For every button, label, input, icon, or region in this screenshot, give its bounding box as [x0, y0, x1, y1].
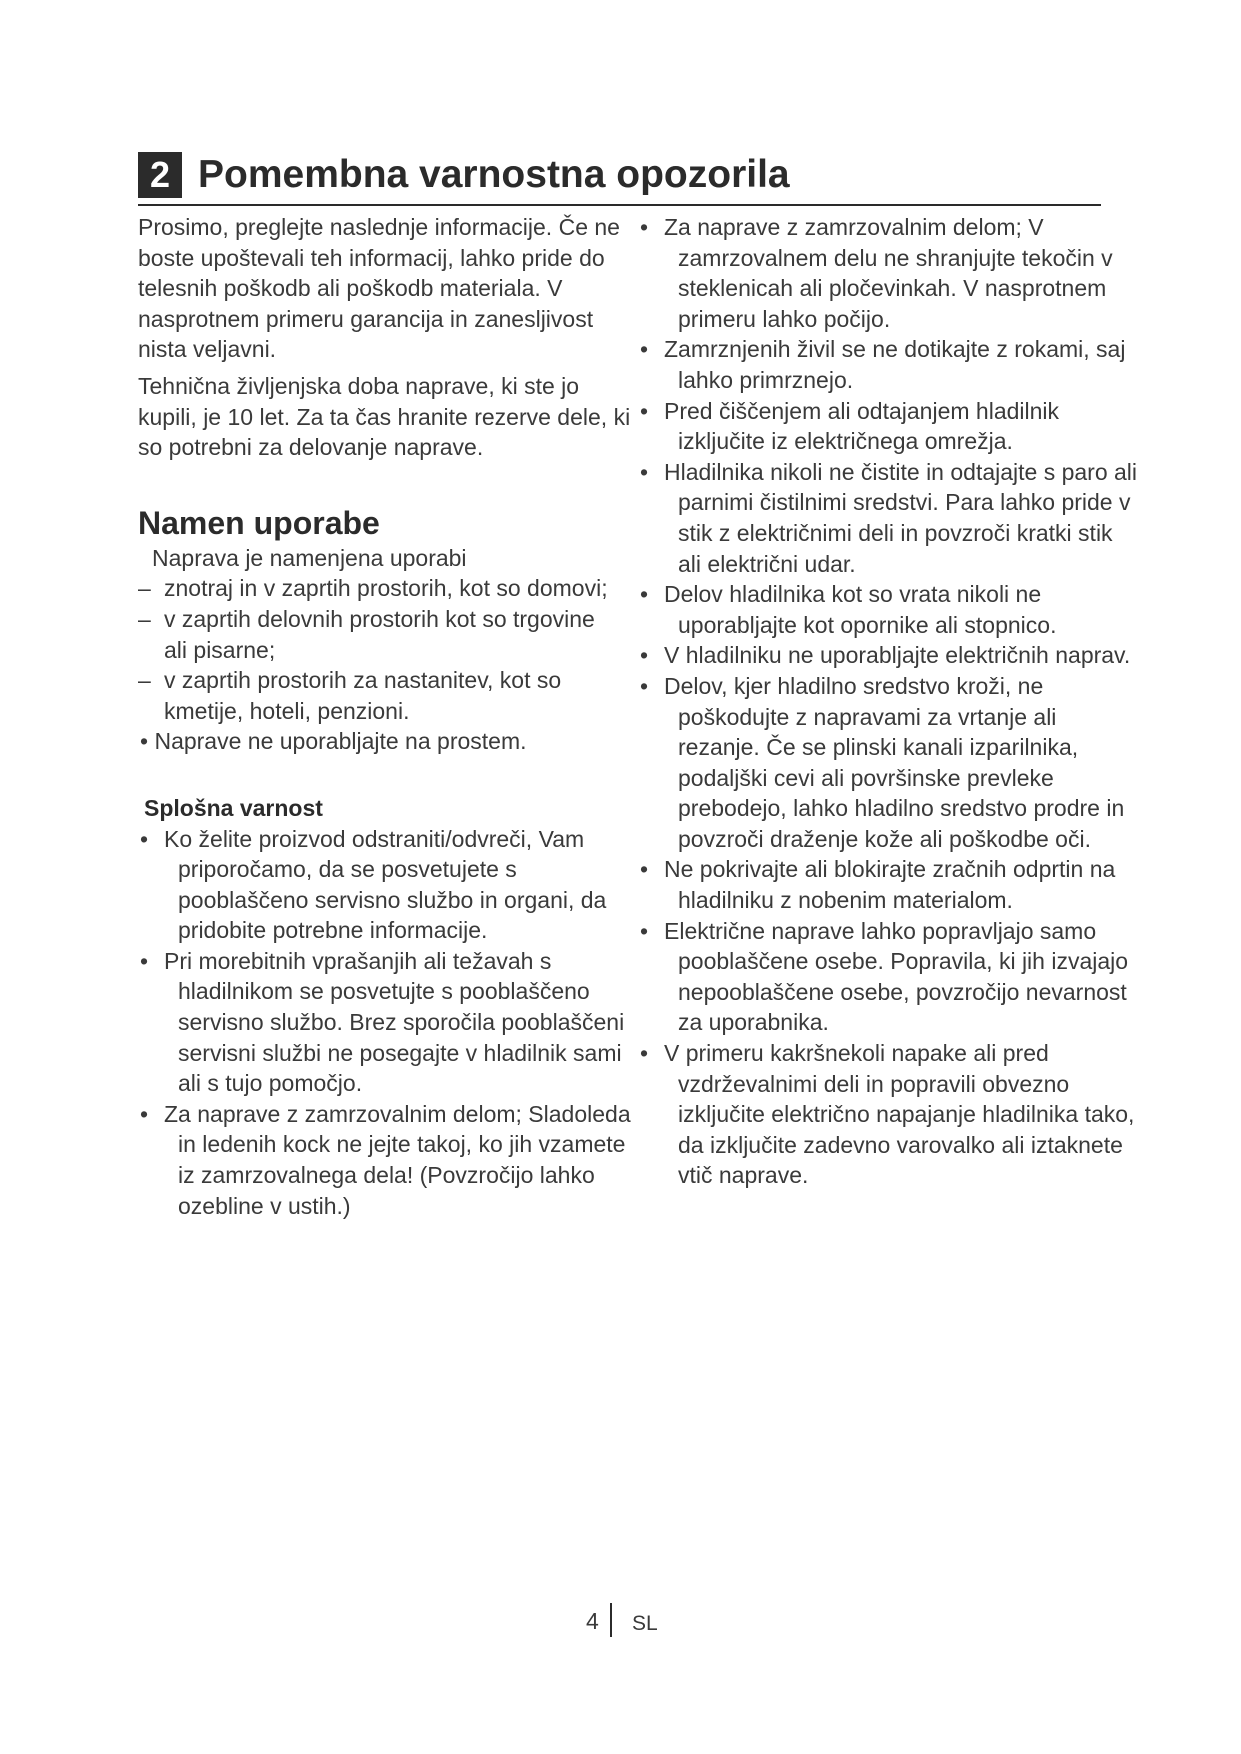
list-item: • Delov hladilnika kot so vrata nikoli ne uporabljajte kot opornike ali stopnico. — [640, 581, 1057, 638]
list-item: • Električne naprave lahko popravljajo samo pooblaščene osebe. Popravila, ki jih izvajajo nepooblaščene osebe, povzročijo nevarnost za uporabnika. — [640, 917, 1129, 1036]
page-number: 4 — [586, 1608, 599, 1634]
list-item: • Za naprave z zamrzovalnim delom; Sladoleda in ledenih kock ne jejte takoj, ko jih vzamete iz zamrzovalnega dela! (Povzročijo lahko ozebline v ustih.) — [140, 1100, 631, 1219]
safety-heading: Splošna varnost — [144, 794, 323, 821]
left-column — [138, 212, 638, 1221]
list-item: • Pri morebitnih vprašanjih ali težavah s hladilnikom se posvetujte s pooblaščeno servisno službo. Brez sporočila pooblaščeni servisni službi ne posegajte v hladilnik sami ali s tujo pomočjo. — [140, 947, 625, 1097]
list-item: • Pred čiščenjem ali odtajanjem hladilnik izključite iz električnega omrežja. — [640, 397, 1060, 455]
purpose-intro: Naprava je namenjena uporabi — [152, 544, 467, 571]
list-item: – v zaprtih delovnih prostorih kot so trgovine ali pisarne; — [138, 605, 595, 663]
list-item: • V primeru kakršnekoli napake ali pred vzdrževalnimi deli in popravili obvezno izključite električno napajanje hladilnika tako, da izključite zadevno varovalko ali iztaknete vtič naprave. — [640, 1040, 1135, 1189]
list-item: • Hladilnika nikoli ne čistite in odtajajte s paro ali parnimi čistilnimi sredstvi. Para lahko pride v stik z električnimi deli in povzroči kratki stik ali električni udar. — [640, 458, 1138, 577]
list-item: • Ne pokrivajte ali blokirajte zračnih odprtin na hladilniku z nobenim materialom. — [640, 856, 1116, 914]
safety-list-continued — [638, 212, 1138, 1191]
right-column — [638, 212, 1138, 1191]
outdoor-note: • Naprave ne uporabljajte na prostem. — [140, 728, 527, 755]
list-item: • Ko želite proizvod odstraniti/odvreči, Vam priporočamo, da se posvetujete s pooblaščeno servisno službo in organi, da pridobite potrebne informacije. — [140, 825, 607, 944]
list-item: – znotraj in v zaprtih prostorih, kot so domovi; — [138, 575, 608, 602]
purpose-list — [138, 573, 638, 726]
list-item: • Delov, kjer hladilno sredstvo kroži, ne poškodujte z napravami za vrtanje ali rezanje. Če se plinski kanali izparilnika, podaljški cevi ali površinske prevleke prebodejo, lahko hladilno sredstvo prodre in povzroči draženje kože ali poškodbe oči. — [640, 672, 1125, 852]
intro-paragraph: Prosimo, preglejte naslednje informacije. Če ne boste upoštevali teh informacij, lahko pride do telesnih poškodb ali poškodb materiala. V nasprotnem primeru garancija in zanesljivost nista veljavni. — [138, 214, 620, 363]
safety-list — [138, 824, 638, 1222]
chapter-header — [138, 150, 1101, 206]
language-code: SL — [632, 1612, 658, 1635]
lifetime-paragraph: Tehnična življenjska doba naprave, ki ste jo kupili, je 10 let. Za ta čas hranite rezerve dele, ki so potrebni za delovanje naprave. — [138, 372, 631, 461]
chapter-number-badge: 2 — [138, 152, 182, 198]
list-item: – v zaprtih prostorih za nastanitev, kot so kmetije, hoteli, penzioni. — [138, 667, 562, 724]
list-item: • Zamrznjenih živil se ne dotikajte z rokami, saj lahko primrznejo. — [640, 336, 1126, 393]
list-item: • Za naprave z zamrzovalnim delom; V zamrzovalnem delu ne shranjujte tekočin v steklenicah ali pločevinkah. V nasprotnem primeru lahko počijo. — [640, 214, 1113, 332]
list-item: • V hladilniku ne uporabljajte električnih naprav. — [640, 642, 1131, 669]
purpose-heading: Namen uporabe — [138, 504, 380, 541]
chapter-title: Pomembna varnostna opozorila — [198, 153, 790, 196]
footer-divider — [610, 1603, 612, 1637]
